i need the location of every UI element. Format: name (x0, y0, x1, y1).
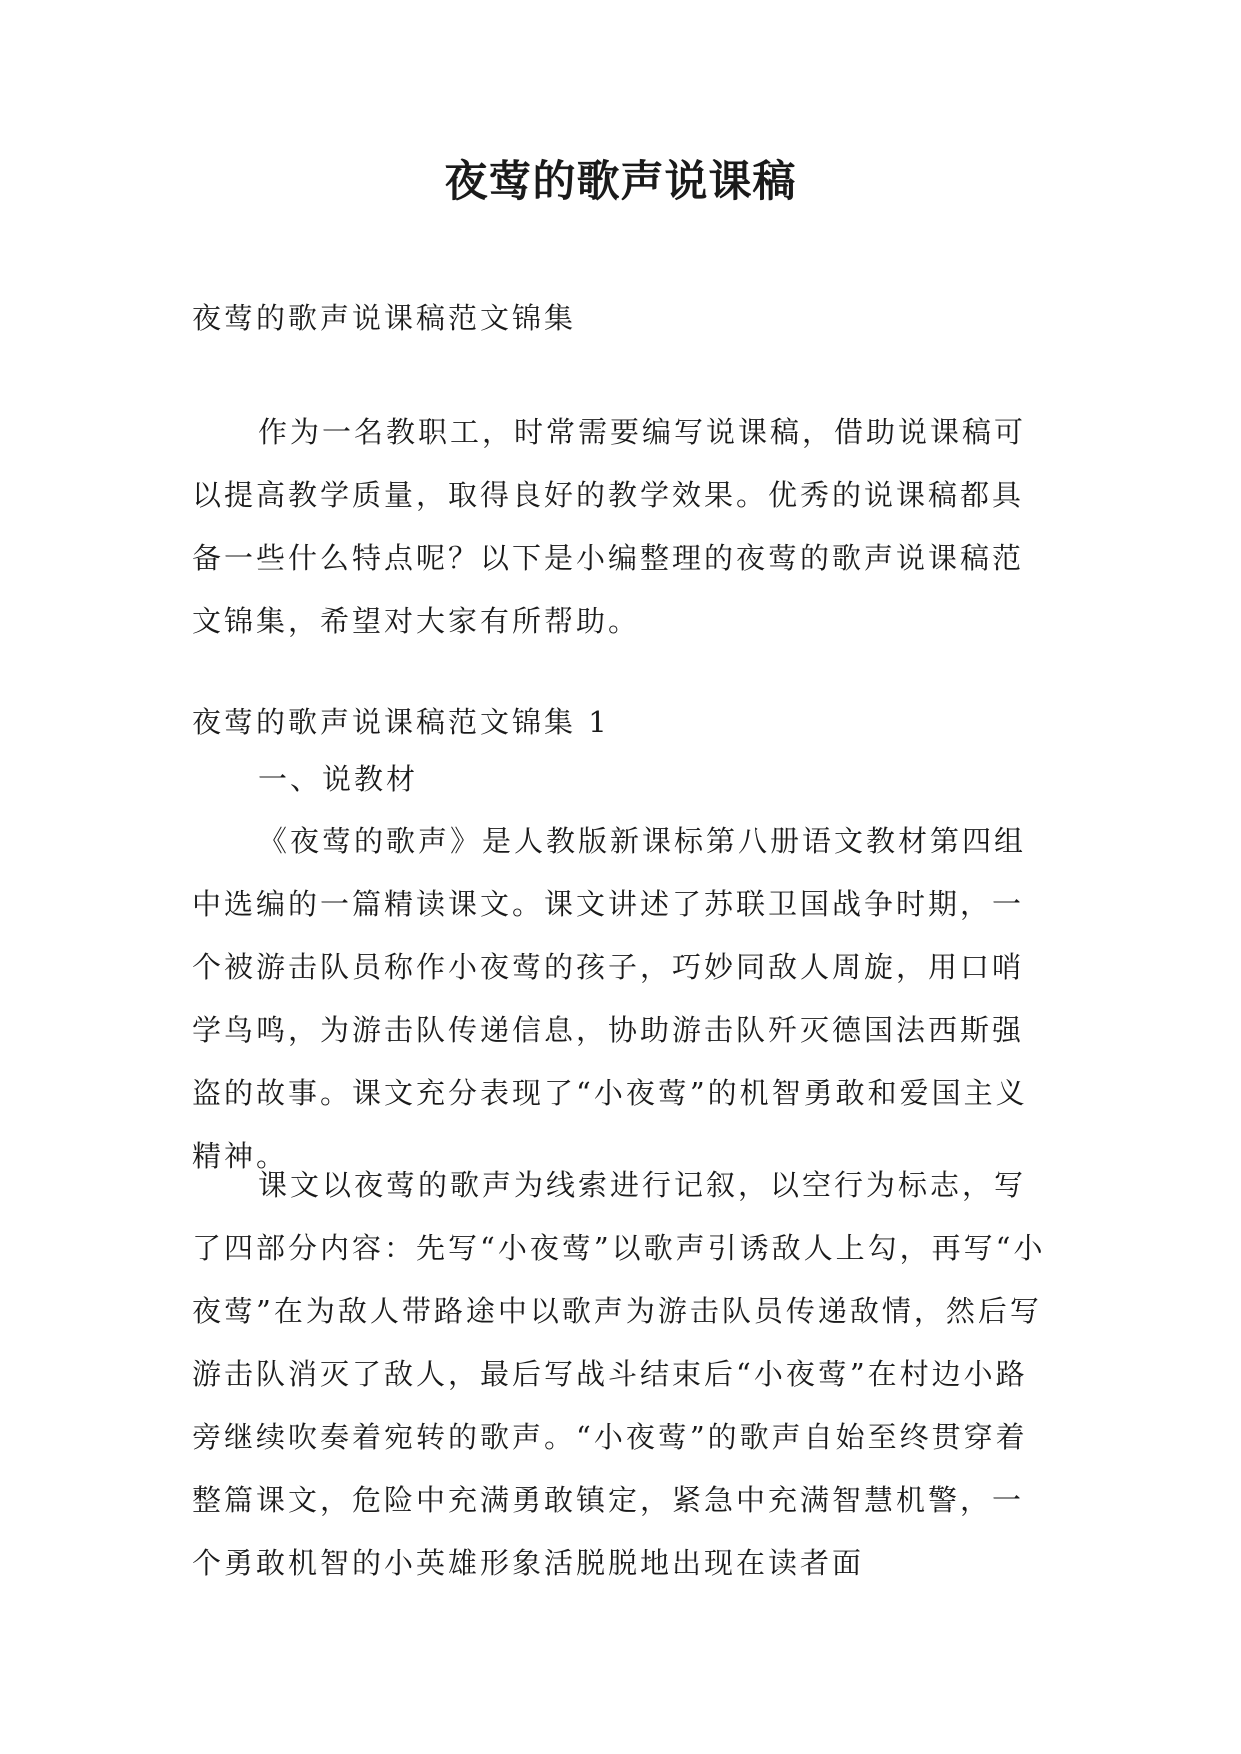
document-subtitle: 夜莺的歌声说课稿范文锦集 (192, 301, 577, 335)
intro-paragraph: 作为一名教职工，时常需要编写说课稿，借助说课稿可以提高教学质量，取得良好的教学效果。优秀的说课稿都具备一些什么特点呢？以下是小编整理的夜莺的歌声说课稿范文锦集，希望对大家有所帮助。 (192, 415, 1027, 638)
body-paragraph: 《夜莺的歌声》是人教版新课标第八册语文教材第四组中选编的一篇精读课文。课文讲述了苏联卫国战争时期，一个被游击队员称作小夜莺的孩子，巧妙同敌人周旋，用口哨学鸟鸣，为游击队传递信息，协助游击队歼灭德国法西斯强盗的故事。课文充分表现了“小夜莺”的机智勇敢和爱国主义精神。 (192, 824, 1028, 1173)
item-heading: 一、说教材 (258, 762, 419, 796)
section-heading: 夜莺的歌声说课稿范文锦集 1 (192, 705, 610, 739)
body-paragraph: 课文以夜莺的歌声为线索进行记叙，以空行为标志，写了四部分内容：先写“小夜莺”以歌声引诱敌人上勾，再写“小夜莺”在为敌人带路途中以歌声为游击队员传递敌情，然后写游击队消灭了敌人，最后写战斗结束后“小夜莺”在村边小路旁继续吹奏着宛转的歌声。“小夜莺”的歌声自始至终贯穿着整篇课文，危险中充满勇敢镇定，紧急中充满智慧机警，一个勇敢机智的小英雄形象活脱脱地出现在读者面 (192, 1168, 1046, 1580)
document-title: 夜莺的歌声说课稿 (444, 157, 797, 207)
